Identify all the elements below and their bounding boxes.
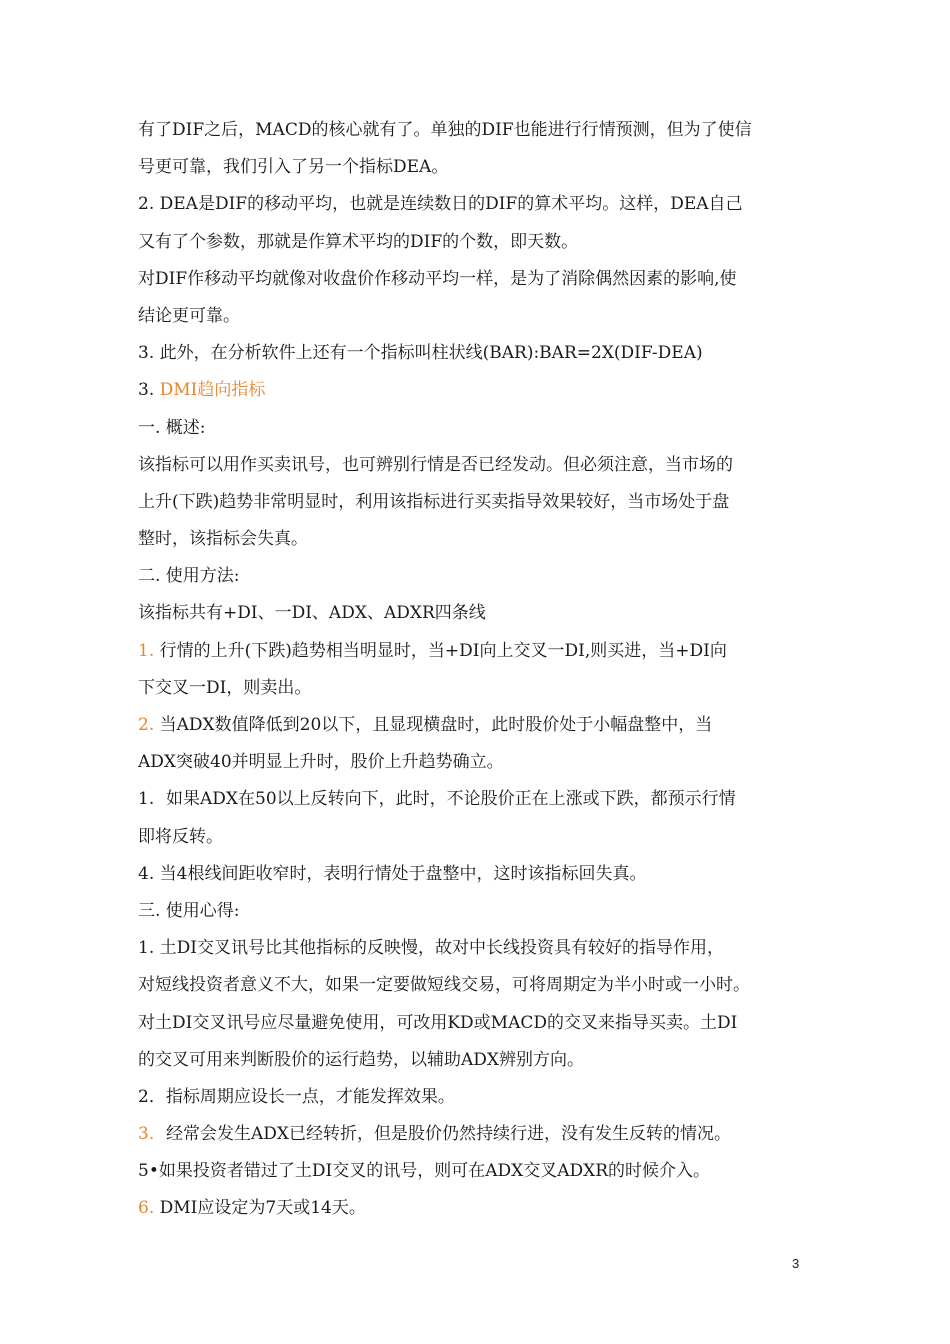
line-text: ADX突破40并明显上升时，股价上升趋势确立。 bbox=[138, 752, 504, 773]
line-text: 对短线投资者意义不大，如果一定要做短线交易，可将周期定为半小时或一小时。 bbox=[138, 975, 750, 996]
line-text: 有了DIF之后，MACD的核心就有了。单独的DIF也能进行行情预测，但为了使信 bbox=[138, 120, 752, 140]
text-line bbox=[138, 335, 828, 372]
line-text: 即将反转。 bbox=[138, 826, 223, 847]
text-line bbox=[138, 1042, 828, 1079]
line-text: 该指标共有+DI、一DI、ADX、ADXR四条线 bbox=[138, 603, 486, 624]
text-line bbox=[138, 1005, 828, 1042]
list-number: 1. bbox=[138, 640, 160, 661]
section-heading bbox=[138, 372, 828, 409]
line-text: 对土DI交叉讯号应尽量避免使用，可改用KD或MACD的交叉来指导买卖。土DI bbox=[138, 1012, 738, 1033]
text-line bbox=[138, 819, 828, 856]
list-item bbox=[138, 707, 828, 744]
line-text: DMI应设定为7天或14天。 bbox=[159, 1198, 366, 1219]
line-text: 行情的上升(下跌)趋势相当明显时，当+DI向上交叉一DI,则买进，当+DI向 bbox=[159, 640, 727, 661]
line-text: 一. 概述: bbox=[138, 417, 206, 438]
list-number: 1. bbox=[138, 789, 155, 810]
line-text: 下交叉一DI，则卖出。 bbox=[138, 677, 312, 698]
text-line bbox=[138, 410, 828, 447]
text-line bbox=[138, 558, 828, 595]
text-line bbox=[138, 112, 828, 149]
list-item bbox=[138, 781, 828, 818]
line-text: 上升(下跌)趋势非常明显时，利用该指标进行买卖指导效果较好，当市场处于盘 bbox=[138, 491, 730, 512]
text-line bbox=[138, 484, 828, 521]
line-text: 1. 土DI交叉讯号比其他指标的反映慢，故对中长线投资具有较好的指导作用， bbox=[138, 938, 724, 959]
line-text: 对DIF作移动平均就像对收盘价作移动平均一样，是为了消除偶然因素的影响,使 bbox=[138, 268, 737, 289]
line-text: 当ADX数值降低到20以下，且显现横盘时，此时股价处于小幅盘整中，当 bbox=[159, 715, 713, 735]
list-item bbox=[138, 1116, 828, 1153]
list-item bbox=[138, 1190, 828, 1227]
text-line bbox=[138, 967, 828, 1004]
list-item bbox=[138, 633, 828, 670]
line-text: 的交叉可用来判断股价的运行趋势，以辅助ADX辨别方向。 bbox=[138, 1049, 585, 1070]
text-line bbox=[138, 186, 828, 223]
text-line bbox=[138, 261, 828, 298]
heading-title: DMI趋向指标 bbox=[159, 380, 266, 401]
line-text: 经常会发生ADX已经转折，但是股价仍然持续行进，没有发生反转的情况。 bbox=[166, 1124, 732, 1145]
line-text: 整时，该指标会失真。 bbox=[138, 529, 308, 550]
text-line bbox=[138, 930, 828, 967]
text-line bbox=[138, 149, 828, 186]
line-text: 2. DEA是DIF的移动平均，也就是连续数日的DIF的算术平均。这样，DEA自己 bbox=[138, 194, 743, 215]
line-text: 如果ADX在50以上反转向下，此时，不论股价正在上涨或下跌，都预示行情 bbox=[166, 789, 736, 810]
list-number: 3. bbox=[138, 1124, 155, 1145]
line-text: 结论更可靠。 bbox=[138, 305, 240, 326]
line-text: 该指标可以用作买卖讯号，也可辨别行情是否已经发动。但必须注意，当市场的 bbox=[138, 454, 733, 475]
line-text: 又有了个参数，那就是作算术平均的DIF的个数，即天数。 bbox=[138, 231, 579, 252]
text-line bbox=[138, 1153, 828, 1190]
text-line bbox=[138, 1079, 828, 1116]
heading-number: 3. bbox=[138, 380, 160, 401]
text-line bbox=[138, 856, 828, 893]
text-line bbox=[138, 595, 828, 632]
line-text: 3. 此外，在分析软件上还有一个指标叫柱状线(BAR):BAR=2X(DIF-DEA) bbox=[138, 343, 703, 364]
list-number: 6. bbox=[138, 1198, 160, 1219]
text-line bbox=[138, 744, 828, 781]
body-text bbox=[138, 112, 828, 1228]
text-line bbox=[138, 670, 828, 707]
line-text: 号更可靠，我们引入了另一个指标DEA。 bbox=[138, 157, 449, 178]
line-text: 2．指标周期应设长一点，才能发挥效果。 bbox=[138, 1086, 455, 1107]
list-number: 2. bbox=[138, 715, 160, 735]
text-line bbox=[138, 447, 828, 484]
text-line bbox=[138, 521, 828, 558]
line-text: 三. 使用心得: bbox=[138, 900, 240, 921]
text-line bbox=[138, 298, 828, 335]
line-text: 5•如果投资者错过了土DI交叉的讯号，则可在ADX交叉ADXR的时候介入。 bbox=[138, 1161, 711, 1182]
line-text: 4. 当4根线间距收窄时，表明行情处于盘整中，这时该指标回失真。 bbox=[138, 863, 647, 884]
text-line bbox=[138, 224, 828, 261]
text-line bbox=[138, 893, 828, 930]
page-number: 3 bbox=[792, 1256, 800, 1271]
line-text: 二. 使用方法: bbox=[138, 566, 240, 587]
